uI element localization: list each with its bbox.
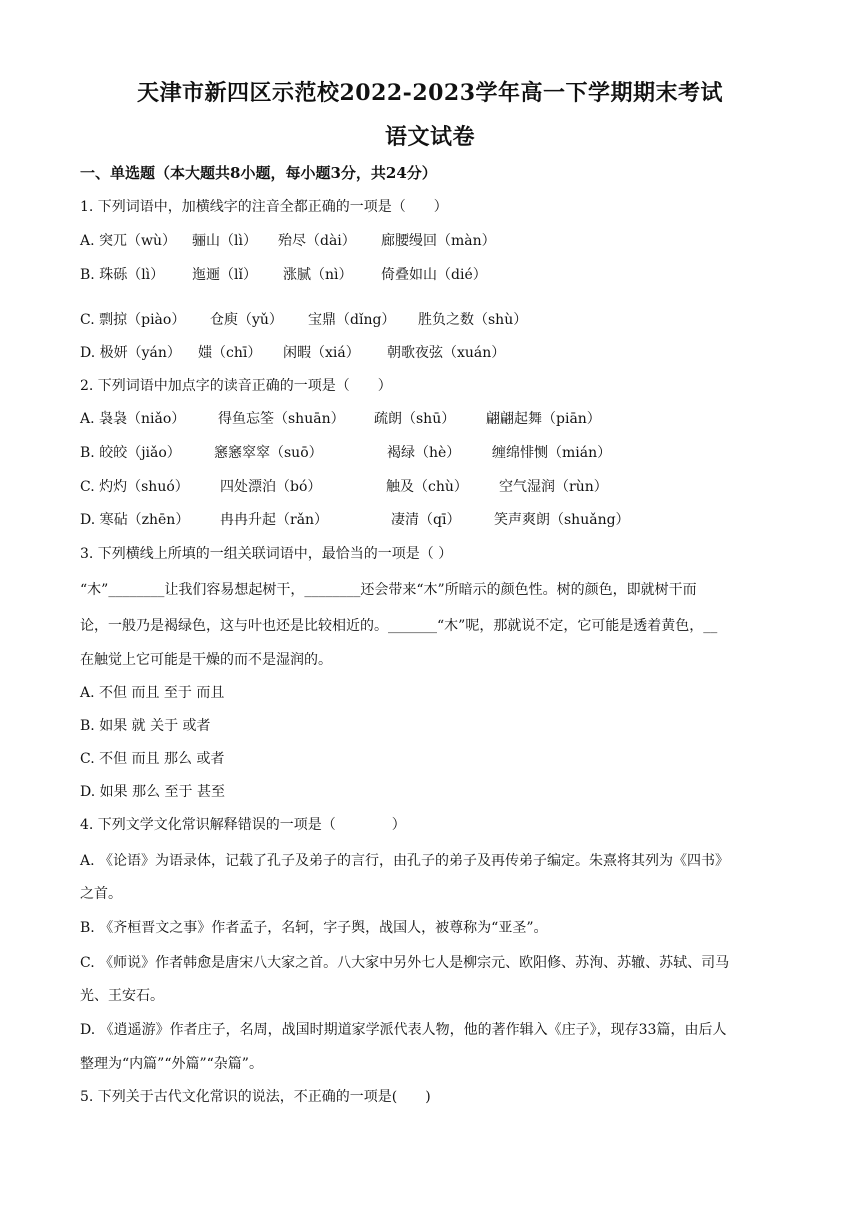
q2-b-2: 窸窸窣窣（suō） xyxy=(214,445,323,461)
q4-option-d: D. 《逍遥游》作者庄子，名周，战国时期道家学派代表人物，他的著作辑入《庄子》，现存33篇，由后人 xyxy=(80,1022,727,1038)
q1-b-4: 倚叠如山（dié） xyxy=(381,267,487,283)
q3-stem: 3. 下列横线上所填的一组关联词语中，最恰当的一项是（ ） xyxy=(80,546,453,562)
q2-option-d xyxy=(80,510,785,530)
q2-option-a xyxy=(80,409,785,429)
q4-option-c-cont: 光、王安石。 xyxy=(80,988,164,1004)
q2-b-4: 缠绵悱恻（mián） xyxy=(492,445,612,461)
q2-a-1: A. 袅袅（niǎo） xyxy=(80,411,186,427)
q4-option-d-cont: 整理为“内篇”“外篇”“杂篇”。 xyxy=(80,1056,263,1072)
q3-passage-line: 论，一般乃是褐绿色，这与叶也还是比较相近的。_______“木”呢，那就说不定，它可能是透着黄色，__ xyxy=(80,618,718,634)
q1-d-4: 朝歌夜弦（xuán） xyxy=(387,345,506,361)
q1-a-3: 殆尽（dài） xyxy=(278,233,356,249)
q1-d-2: 媸（chī） xyxy=(198,345,262,361)
q2-c-2: 四处漂泊（bó） xyxy=(220,479,322,495)
q1-option-c xyxy=(80,310,785,330)
q3-passage-line: 在触觉上它可能是干燥的而不是湿润的。 xyxy=(80,652,332,668)
q3-option-c: C. 不但 而且 那么 或者 xyxy=(80,751,225,767)
q1-option-d xyxy=(80,343,785,363)
q1-b-1: B. 珠砾（lì） xyxy=(80,267,165,283)
q2-option-b xyxy=(80,443,785,463)
q4-option-b: B. 《齐桓晋文之事》作者孟子，名轲，字子舆，战国人，被尊称为“亚圣”。 xyxy=(80,920,548,936)
q1-c-2: 仓庾（yǔ） xyxy=(210,312,283,328)
q2-d-2: 冉冉升起（rǎn） xyxy=(220,512,329,528)
q1-d-3: 闲暇（xiá） xyxy=(283,345,360,361)
q2-d-1: D. 寒砧（zhēn） xyxy=(80,512,190,528)
q2-b-3: 褐绿（hè） xyxy=(387,445,461,461)
section-heading: 一、单选题（本大题共8小题，每小题3分，共24分） xyxy=(80,164,437,182)
q4-option-c: C. 《师说》作者韩愈是唐宋八大家之首。八大家中另外七人是柳宗元、欧阳修、苏洵、苏辙、苏轼、司马 xyxy=(80,955,730,971)
q2-c-3: 触及（chù） xyxy=(386,479,468,495)
q2-d-3: 凄清（qī） xyxy=(391,512,461,528)
q1-option-a xyxy=(80,231,785,251)
q4-option-a: A. 《论语》为语录体，记载了孔子及弟子的言行，由孔子的弟子及再传弟子编定。朱熹将其列为《四书》 xyxy=(80,853,730,869)
q2-a-4: 翩翩起舞（piān） xyxy=(486,411,601,427)
q2-c-4: 空气湿润（rùn） xyxy=(499,479,608,495)
q1-a-4: 廊腰缦回（màn） xyxy=(381,233,496,249)
q1-b-3: 涨腻（nì） xyxy=(283,267,353,283)
q4-stem: 4. 下列文学文化常识解释错误的一项是（ ） xyxy=(80,817,406,833)
q3-option-d: D. 如果 那么 至于 甚至 xyxy=(80,784,225,800)
q3-option-a: A. 不但 而且 至于 而且 xyxy=(80,685,225,701)
q2-b-1: B. 皎皎（jiǎo） xyxy=(80,445,181,461)
q1-d-1: D. 极妍（yán） xyxy=(80,345,181,361)
q1-b-2: 迤逦（lǐ） xyxy=(192,267,257,283)
q2-option-c xyxy=(80,477,785,497)
exam-title: 天津市新四区示范校2022-2023学年高一下学期期末考试 xyxy=(136,80,724,106)
q1-a-1: A. 突兀（wù） xyxy=(80,233,177,249)
q2-a-2: 得鱼忘筌（shuān） xyxy=(218,411,345,427)
q1-option-b xyxy=(80,265,785,285)
q5-stem: 5. 下列关于古代文化常识的说法，不正确的一项是( ) xyxy=(80,1089,431,1105)
q2-d-4: 笑声爽朗（shuǎng） xyxy=(494,512,630,528)
q3-passage-line: “木”________让我们容易想起树干，________还会带来“木”所暗示的颜色性。树的颜色，即就树干而 xyxy=(80,582,697,598)
q2-c-1: C. 灼灼（shuó） xyxy=(80,479,189,495)
q2-a-3: 疏朗（shū） xyxy=(374,411,456,427)
exam-subtitle: 语文试卷 xyxy=(384,124,475,150)
q1-c-3: 宝鼎（dǐng） xyxy=(308,312,396,328)
q1-c-4: 胜负之数（shù） xyxy=(418,312,528,328)
q2-stem: 2. 下列词语中加点字的读音正确的一项是（ ） xyxy=(80,378,392,394)
q1-a-2: 骊山（lì） xyxy=(192,233,257,249)
q3-option-b: B. 如果 就 关于 或者 xyxy=(80,718,211,734)
q1-c-1: C. 剽掠（piào） xyxy=(80,312,186,328)
q1-stem: 1. 下列词语中，加横线字的注音全都正确的一项是（ ） xyxy=(80,199,448,215)
q4-option-a-cont: 之首。 xyxy=(80,886,122,902)
